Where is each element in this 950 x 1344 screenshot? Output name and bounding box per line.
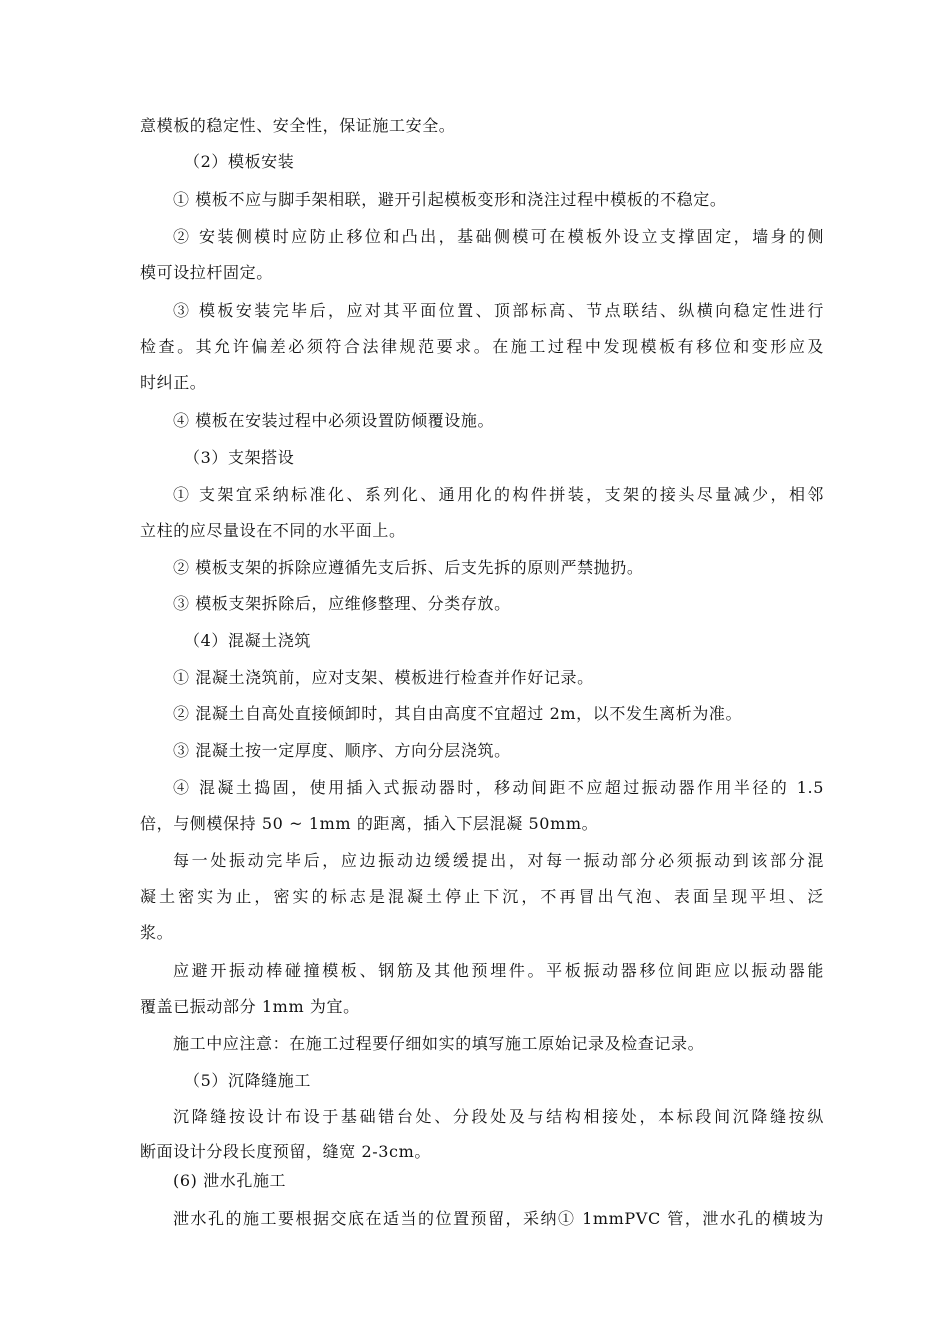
list-item: ③ 模板安装完毕后，应对其平面位置、顶部标高、节点联结、纵横向稳定性进行 <box>173 301 824 320</box>
paragraph-line: 施工中应注意：在施工过程要仔细如实的填写施工原始记录及检查记录。 <box>173 1034 705 1053</box>
paragraph-line: 沉降缝按设计布设于基础错台处、分段处及与结构相接处，本标段间沉降缝按纵 <box>173 1107 824 1126</box>
paragraph-line: 覆盖已振动部分 1mm 为宜。 <box>140 997 360 1016</box>
section-heading: （3）支架搭设 <box>184 448 295 467</box>
paragraph-line: 断面设计分段长度预留，缝宽 2-3cm。 <box>140 1142 431 1161</box>
list-item: ③ 模板支架拆除后，应维修整理、分类存放。 <box>173 594 511 613</box>
list-item: ① 模板不应与脚手架相联，避开引起模板变形和浇注过程中模板的不稳定。 <box>173 190 727 209</box>
paragraph-line: 检查。其允许偏差必须符合法律规范要求。在施工过程中发现模板有移位和变形应及 <box>140 337 824 356</box>
paragraph-line: 立柱的应尽量设在不同的水平面上。 <box>140 521 406 540</box>
list-item: ③ 混凝土按一定厚度、顺序、方向分层浇筑。 <box>173 741 511 760</box>
paragraph-line: 应避开振动棒碰撞模板、钢筋及其他预埋件。平板振动器移位间距应以振动器能 <box>173 961 824 980</box>
paragraph-line: 泄水孔的施工要根据交底在适当的位置预留，采纳① 1mmPVC 管，泄水孔的横坡为 <box>173 1209 824 1228</box>
paragraph-line: 意模板的稳定性、安全性，保证施工安全。 <box>140 116 456 135</box>
list-item: ② 混凝土自高处直接倾卸时，其自由高度不宜超过 2m，以不发生离析为准。 <box>173 704 743 723</box>
paragraph-line: 浆。 <box>140 923 174 942</box>
paragraph-line: 凝土密实为止，密实的标志是混凝土停止下沉，不再冒出气泡、表面呈现平坦、泛 <box>140 887 824 906</box>
list-item: ① 支架宜采纳标准化、系列化、通用化的构件拼装，支架的接头尽量减少，相邻 <box>173 485 824 504</box>
paragraph-line: 模可设拉杆固定。 <box>140 263 273 282</box>
section-heading: （5）沉降缝施工 <box>184 1071 311 1090</box>
section-heading: （4）混凝土浇筑 <box>184 631 311 650</box>
list-item: ① 混凝土浇筑前，应对支架、模板进行检查并作好记录。 <box>173 668 594 687</box>
list-item: ② 安装侧模时应防止移位和凸出，基础侧模可在模板外设立支撑固定，墙身的侧 <box>173 227 824 246</box>
section-heading: （2）模板安装 <box>184 152 295 171</box>
paragraph-line: 时纠正。 <box>140 373 207 392</box>
list-item: ④ 混凝土捣固，使用插入式振动器时，移动间距不应超过振动器作用半径的 1.5 <box>173 778 824 797</box>
paragraph-line: 倍，与侧模保持 50 ~ 1mm 的距离，插入下层混凝 50mm。 <box>140 814 599 833</box>
paragraph-line: 每一处振动完毕后，应边振动边缓缓提出，对每一振动部分必须振动到该部分混 <box>173 851 824 870</box>
section-heading: (6) 泄水孔施工 <box>173 1171 287 1190</box>
list-item: ④ 模板在安装过程中必须设置防倾覆设施。 <box>173 411 495 430</box>
list-item: ② 模板支架的拆除应遵循先支后拆、后支先拆的原则严禁抛扔。 <box>173 558 644 577</box>
